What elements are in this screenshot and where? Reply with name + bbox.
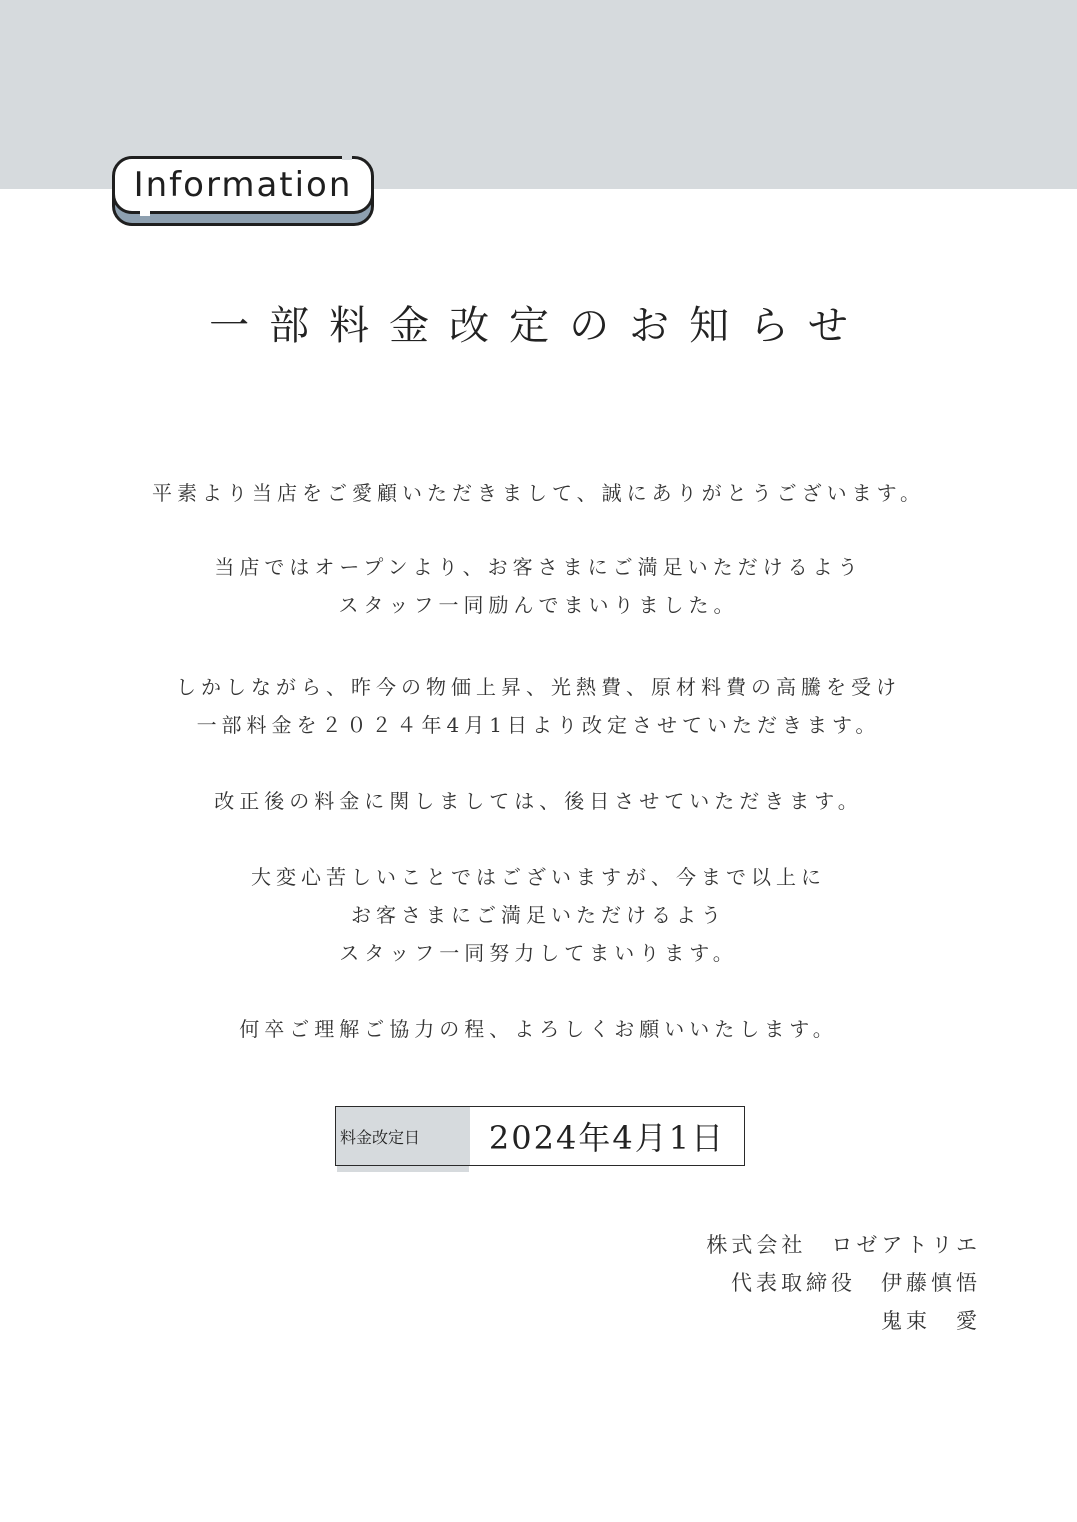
signature-block — [706, 1226, 981, 1340]
paragraph-new-prices — [0, 782, 1077, 820]
paragraph-line: しかしながら、昨今の物価上昇、光熱費、原材料費の高騰を受け — [176, 675, 901, 699]
page-title: 一部料金改定のお知らせ — [209, 303, 868, 349]
paragraph-line: 大変心苦しいことではございますが、今まで以上に — [251, 865, 826, 889]
information-badge — [110, 154, 376, 228]
paragraph-line: 改正後の料金に関しましては、後日させていただきます。 — [214, 789, 863, 813]
date-label-shadow — [337, 1166, 469, 1172]
effective-date-value: 2024年4月1日 — [488, 1119, 726, 1157]
paragraph-line: 一部料金を２０２４年4月1日より改定させていただきます。 — [196, 713, 881, 737]
badge-outline-gap — [342, 154, 352, 160]
badge-outline-gap — [140, 210, 150, 216]
paragraph-price-revision — [0, 668, 1077, 744]
representative: 代表取締役 伊藤慎悟 — [731, 1271, 981, 1295]
company-name: 株式会社 ロゼアトリエ — [706, 1233, 981, 1257]
paragraph-line: 当店ではオープンより、お客さまにご満足いただけるよう — [214, 555, 863, 579]
paragraph-line: スタッフ一同努力してまいります。 — [339, 941, 738, 965]
signatory-name: 鬼束 愛 — [881, 1309, 981, 1333]
paragraph-closing — [0, 1010, 1077, 1048]
paragraph-line: 平素より当店をご愛顧いただきまして、誠にありがとうございます。 — [152, 481, 925, 505]
paragraph-line: お客さまにご満足いただけるよう — [351, 903, 726, 927]
paragraph-apology — [0, 858, 1077, 972]
paragraph-greeting — [0, 474, 1077, 512]
effective-date-box — [335, 1106, 745, 1166]
effective-date-label: 料金改定日 — [336, 1107, 470, 1165]
paragraph-line: スタッフ一同励んでまいりました。 — [338, 593, 739, 617]
paragraph-since-opening — [0, 548, 1077, 624]
badge-label: Information — [112, 156, 374, 214]
paragraph-line: 何卒ご理解ご協力の程、よろしくお願いいたします。 — [239, 1017, 838, 1041]
